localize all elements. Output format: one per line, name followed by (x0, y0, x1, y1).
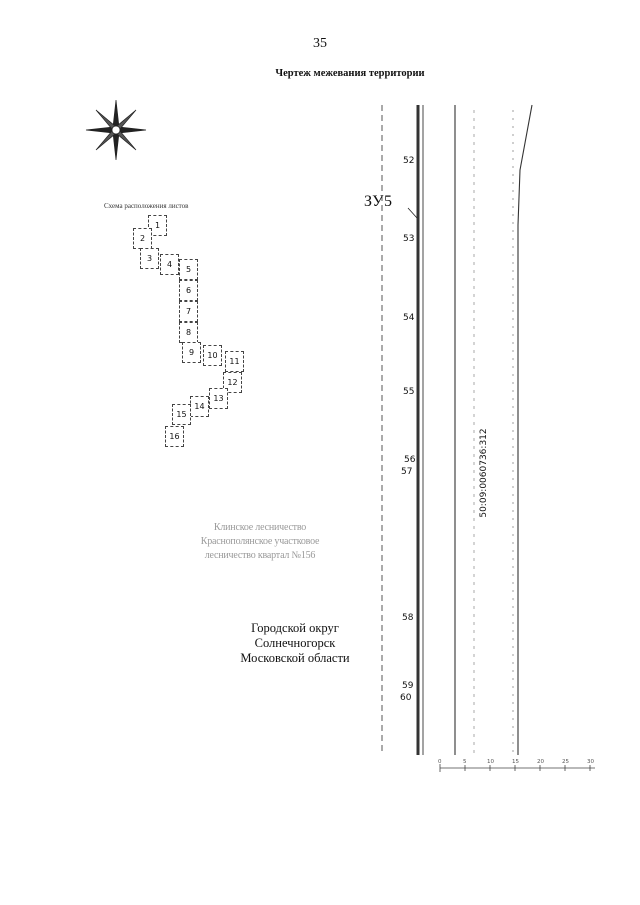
sheet-cell: 4 (160, 254, 179, 275)
sheet-cell: 5 (179, 259, 198, 280)
point-mark: 59 (402, 681, 414, 691)
point-mark: 56 (404, 455, 416, 465)
sheet-cell: 1 (148, 215, 167, 236)
sheet-cell: 6 (179, 280, 198, 301)
sheet-cell: 8 (179, 322, 198, 343)
forest-label-line: лесничество квартал №156 (204, 550, 316, 561)
forest-label-line: Краснополянское участковое (200, 536, 320, 547)
point-mark: 55 (403, 387, 415, 397)
scale-tick-label: 10 (487, 759, 494, 765)
forest-label-line: Клинское лесничество (213, 522, 307, 533)
cadastral-number: 50:09:0060736:312 (479, 428, 489, 518)
point-mark: 53 (403, 234, 415, 244)
scale-tick-label: 20 (537, 759, 544, 765)
page-number: 35 (313, 36, 327, 51)
sheet-cell: 3 (140, 248, 159, 269)
sheet-cell: 15 (172, 404, 191, 425)
district-label-line: Солнечногорск (254, 636, 336, 650)
point-mark: 60 (400, 693, 412, 703)
page-title: Чертеж межевания территории (275, 68, 425, 79)
scale-tick-label: 15 (512, 759, 519, 765)
point-mark: 58 (402, 613, 414, 623)
sheet-cell: 14 (190, 396, 209, 417)
scale-tick-label: 0 (438, 759, 442, 765)
point-mark: 57 (401, 467, 413, 477)
scheme-caption: Схема расположения листов (104, 202, 189, 210)
district-label-line: Городской округ (251, 621, 339, 635)
district-label-line: Московской области (240, 651, 350, 665)
sheet-cell: 10 (203, 345, 222, 366)
sheet-cell: 13 (209, 388, 228, 409)
scale-tick-label: 25 (562, 759, 569, 765)
right-curved-line (518, 105, 532, 755)
compass-rose-icon (84, 98, 148, 162)
scale-tick-label: 30 (587, 759, 594, 765)
sheet-cell: 11 (225, 351, 244, 372)
plot-label: ЗУ5 (364, 193, 393, 210)
zu5-leader-line (408, 208, 417, 218)
sheet-cell: 2 (133, 228, 152, 249)
point-mark: 52 (403, 156, 415, 166)
point-mark: 54 (403, 313, 415, 323)
sheet-cell: 7 (179, 301, 198, 322)
boundary-drawing (370, 100, 610, 780)
scale-tick-label: 5 (463, 759, 467, 765)
sheet-cell: 12 (223, 372, 242, 393)
sheet-cell: 9 (182, 342, 201, 363)
sheet-cell: 16 (165, 426, 184, 447)
